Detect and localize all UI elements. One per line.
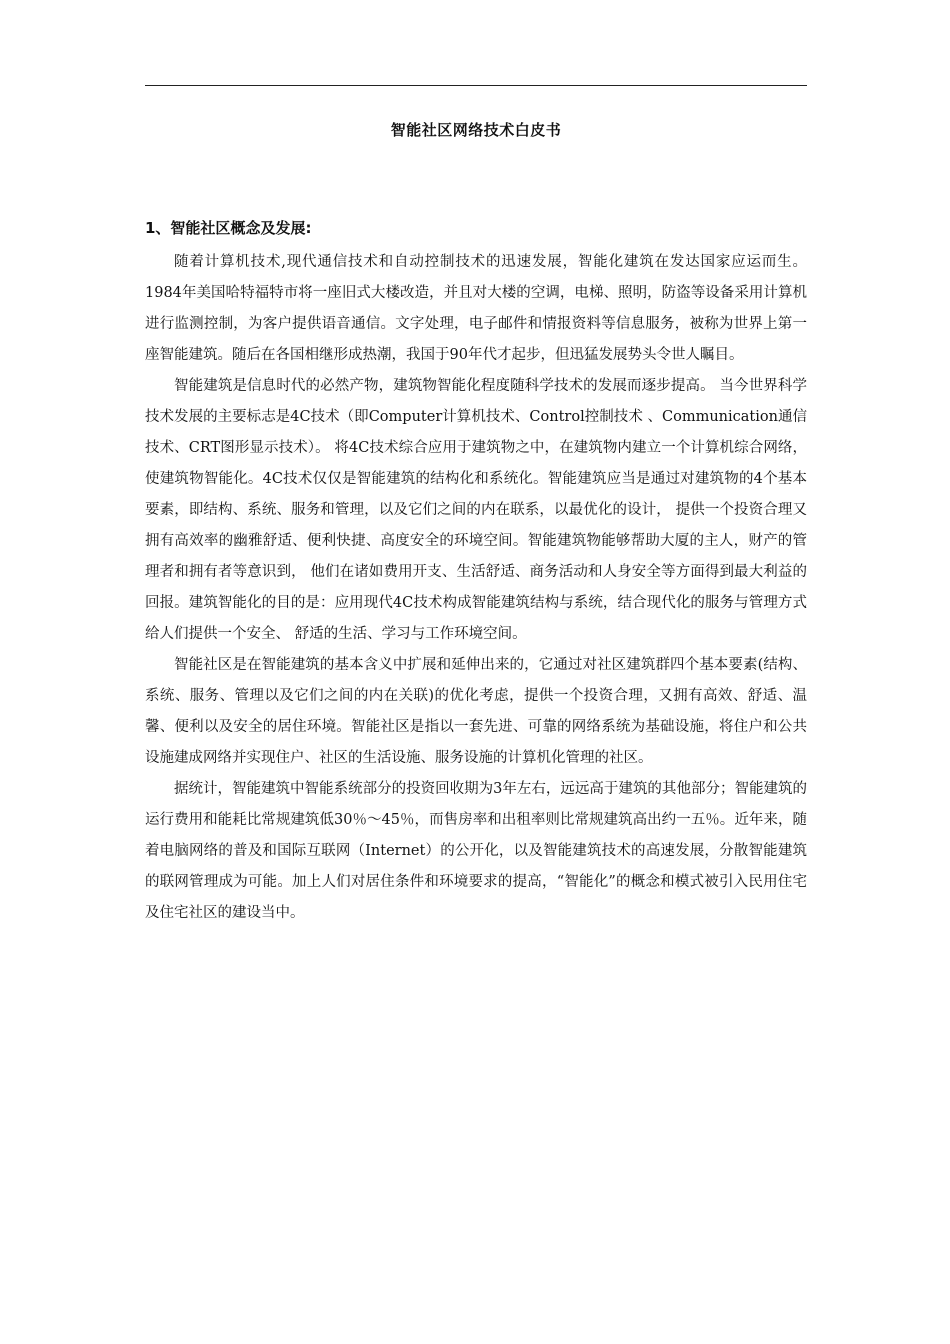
paragraph: 据统计，智能建筑中智能系统部分的投资回收期为3年左右，远远高于建筑的其他部分；智能建筑的运行费用和能耗比常规建筑低30％～45％，而售房率和出租率则比常规建筑高出约一五％。近年来，随着电脑网络的普及和国际互联网（Internet）的公开化，以及智能建筑技术的高速发展，分散智能建筑的联网管理成为可能。加上人们对居住条件和环境要求的提高，“智能化”的概念和模式被引入民用住宅及住宅社区的建设当中。 — [145, 781, 807, 921]
header-divider — [145, 85, 807, 86]
paragraph: 智能建筑是信息时代的必然产物，建筑物智能化程度随科学技术的发展而逐步提高。 当今世界科学技术发展的主要标志是4C技术（即Computer计算机技术、Control控制技术 、Communication通信技术、CRT图形显示技术）。 将4C技术综合应用于建筑物之中，在建筑物内建立一个计算机综合网络，使建筑物智能化。4C技术仅仅是智能建筑的结构化和系统化。智能建筑应当是通过对建筑物的4个基本要素，即结构、系统、服务和管理，以及它们之间的内在联系，以最优化的设计， 提供一个投资合理又拥有高效率的幽雅舒适、便利快捷、高度安全的环境空间。智能建筑物能够帮助大厦的主人，财产的管理者和拥有者等意识到， 他们在诸如费用开支、生活舒适、商务活动和人身安全等方面得到最大利益的回报。建筑智能化的目的是：应用现代4C技术构成智能建筑结构与系统，结合现代化的服务与管理方式给人们提供一个安全、 舒适的生活、学习与工作环境空间。 — [145, 378, 807, 642]
paragraph: 随着计算机技术,现代通信技术和自动控制技术的迅速发展，智能化建筑在发达国家应运而生。1984年美国哈特福特市将一座旧式大楼改造，并且对大楼的空调，电梯、照明，防盗等设备采用计算机进行监测控制，为客户提供语音通信。文字处理，电子邮件和情报资料等信息服务，被称为世界上第一座智能建筑。随后在各国相继形成热潮，我国于90年代才起步，但迅猛发展势头令世人瞩目。 — [145, 254, 807, 363]
document-title: 智能社区网络技术白皮书 — [390, 121, 562, 139]
paragraph: 智能社区是在智能建筑的基本含义中扩展和延伸出来的，它通过对社区建筑群四个基本要素(结构、系统、服务、管理以及它们之间的内在关联)的优化考虑，提供一个投资合理，又拥有高效、舒适、温馨、便利以及安全的居住环境。智能社区是指以一套先进、可靠的网络系统为基础设施，将住户和公共设施建成网络并实现住户、社区的生活设施、服务设施的计算机化管理的社区。 — [145, 657, 807, 766]
section-heading: 1、智能社区概念及发展: — [145, 219, 312, 237]
section-body — [145, 247, 807, 929]
